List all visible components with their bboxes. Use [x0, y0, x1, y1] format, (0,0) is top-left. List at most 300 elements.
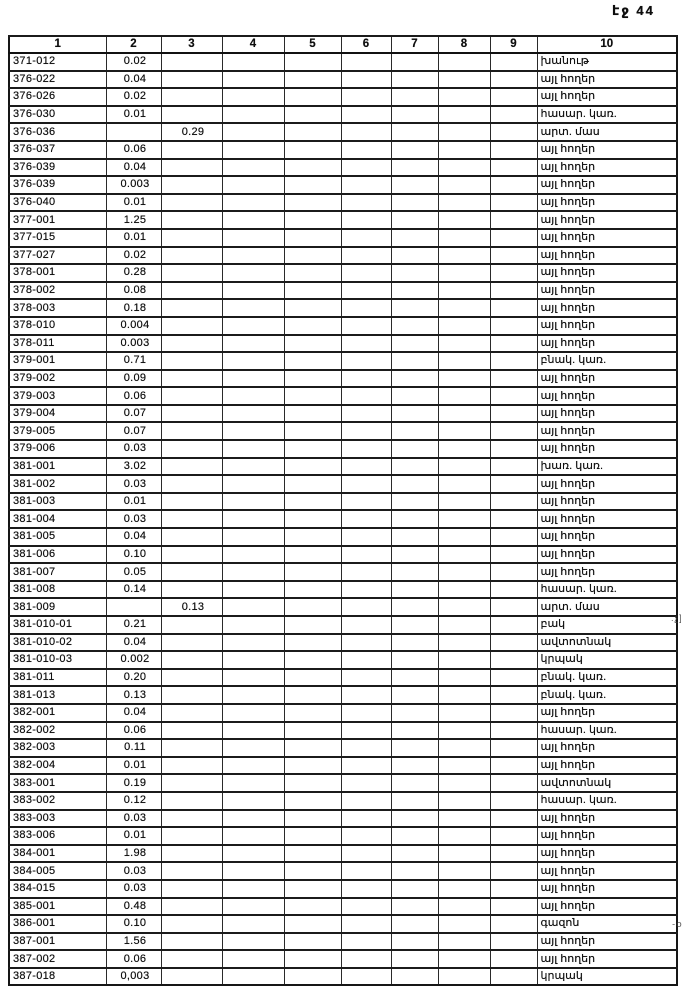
- column-header-4: 4: [222, 36, 284, 53]
- empty-cell: [391, 141, 438, 159]
- empty-cell: [391, 229, 438, 247]
- parcel-code-cell: 381-011: [9, 669, 106, 687]
- empty-cell: [438, 264, 490, 282]
- land-use-label-cell: այլ հողեր: [537, 88, 677, 106]
- parcel-code-cell: 384-005: [9, 862, 106, 880]
- table-row: [9, 898, 677, 916]
- col3-value-cell: [161, 352, 222, 370]
- empty-cell: [284, 651, 341, 669]
- empty-cell: [341, 933, 391, 951]
- land-use-label-cell: այլ հողեր: [537, 317, 677, 335]
- empty-cell: [284, 211, 341, 229]
- parcel-code-cell: 381-013: [9, 686, 106, 704]
- empty-cell: [438, 141, 490, 159]
- empty-cell: [222, 458, 284, 476]
- empty-cell: [284, 440, 341, 458]
- area-value-cell: 0.01: [106, 194, 161, 212]
- scan-artifact: ֊օ: [672, 919, 683, 929]
- empty-cell: [222, 159, 284, 177]
- land-use-label-cell: կրպակ: [537, 651, 677, 669]
- empty-cell: [222, 774, 284, 792]
- parcel-code-cell: 377-001: [9, 211, 106, 229]
- empty-cell: [341, 176, 391, 194]
- empty-cell: [438, 422, 490, 440]
- empty-cell: [438, 440, 490, 458]
- table-row: [9, 141, 677, 159]
- empty-cell: [391, 915, 438, 933]
- empty-cell: [222, 898, 284, 916]
- col3-value-cell: [161, 968, 222, 986]
- empty-cell: [222, 352, 284, 370]
- area-value-cell: 0.10: [106, 546, 161, 564]
- col3-value-cell: [161, 616, 222, 634]
- parcel-code-cell: 379-006: [9, 440, 106, 458]
- col3-value-cell: [161, 634, 222, 652]
- column-header-5: 5: [284, 36, 341, 53]
- area-value-cell: 0.04: [106, 528, 161, 546]
- land-use-label-cell: այլ հողեր: [537, 71, 677, 89]
- empty-cell: [490, 845, 537, 863]
- land-use-label-cell: այլ հողեր: [537, 739, 677, 757]
- empty-cell: [391, 106, 438, 124]
- empty-cell: [490, 159, 537, 177]
- table-row: [9, 53, 677, 71]
- empty-cell: [391, 88, 438, 106]
- empty-cell: [391, 370, 438, 388]
- empty-cell: [438, 159, 490, 177]
- parcel-code-cell: 385-001: [9, 898, 106, 916]
- parcel-code-cell: 387-018: [9, 968, 106, 986]
- column-header-3: 3: [161, 36, 222, 53]
- land-use-label-cell: ավտոտնակ: [537, 774, 677, 792]
- empty-cell: [490, 53, 537, 71]
- empty-cell: [222, 792, 284, 810]
- empty-cell: [284, 598, 341, 616]
- land-use-label-cell: այլ հողեր: [537, 335, 677, 353]
- empty-cell: [341, 141, 391, 159]
- column-header-1: 1: [9, 36, 106, 53]
- empty-cell: [222, 757, 284, 775]
- empty-cell: [341, 528, 391, 546]
- empty-cell: [490, 862, 537, 880]
- empty-cell: [222, 810, 284, 828]
- empty-cell: [284, 528, 341, 546]
- parcel-code-cell: 381-010-02: [9, 634, 106, 652]
- empty-cell: [490, 669, 537, 687]
- area-value-cell: 0.18: [106, 299, 161, 317]
- empty-cell: [341, 106, 391, 124]
- empty-cell: [284, 669, 341, 687]
- empty-cell: [341, 950, 391, 968]
- area-value-cell: 0.05: [106, 563, 161, 581]
- area-value-cell: 0.03: [106, 810, 161, 828]
- area-value-cell: 0.21: [106, 616, 161, 634]
- col3-value-cell: [161, 405, 222, 423]
- empty-cell: [490, 475, 537, 493]
- empty-cell: [284, 264, 341, 282]
- empty-cell: [438, 352, 490, 370]
- land-use-label-cell: այլ հողեր: [537, 546, 677, 564]
- table-row: [9, 247, 677, 265]
- table-row: [9, 194, 677, 212]
- col3-value-cell: [161, 739, 222, 757]
- col3-value-cell: [161, 317, 222, 335]
- empty-cell: [284, 159, 341, 177]
- empty-cell: [438, 792, 490, 810]
- land-use-label-cell: արտ. մաս: [537, 123, 677, 141]
- land-use-label-cell: այլ հողեր: [537, 563, 677, 581]
- empty-cell: [284, 810, 341, 828]
- table-row: [9, 264, 677, 282]
- area-value-cell: 0.01: [106, 757, 161, 775]
- parcel-code-cell: 378-011: [9, 335, 106, 353]
- empty-cell: [490, 106, 537, 124]
- empty-cell: [341, 722, 391, 740]
- column-header-10: 10: [537, 36, 677, 53]
- empty-cell: [490, 123, 537, 141]
- table-row: [9, 862, 677, 880]
- empty-cell: [438, 282, 490, 300]
- empty-cell: [391, 898, 438, 916]
- empty-cell: [490, 141, 537, 159]
- empty-cell: [284, 880, 341, 898]
- empty-cell: [391, 299, 438, 317]
- empty-cell: [284, 950, 341, 968]
- area-value-cell: 0.09: [106, 370, 161, 388]
- empty-cell: [284, 53, 341, 71]
- empty-cell: [222, 282, 284, 300]
- parcel-code-cell: 383-002: [9, 792, 106, 810]
- empty-cell: [490, 722, 537, 740]
- land-use-label-cell: այլ հողեր: [537, 950, 677, 968]
- col3-value-cell: [161, 546, 222, 564]
- table-row: [9, 352, 677, 370]
- table-row: [9, 581, 677, 599]
- empty-cell: [438, 53, 490, 71]
- empty-cell: [222, 141, 284, 159]
- area-value-cell: 0.11: [106, 739, 161, 757]
- empty-cell: [391, 317, 438, 335]
- col3-value-cell: [161, 475, 222, 493]
- empty-cell: [222, 704, 284, 722]
- area-value-cell: 0.71: [106, 352, 161, 370]
- land-use-label-cell: այլ հողեր: [537, 176, 677, 194]
- empty-cell: [222, 53, 284, 71]
- empty-cell: [391, 774, 438, 792]
- table-header-row: [9, 36, 677, 53]
- empty-cell: [341, 880, 391, 898]
- empty-cell: [391, 686, 438, 704]
- parcel-code-cell: 381-007: [9, 563, 106, 581]
- area-value-cell: 0.28: [106, 264, 161, 282]
- empty-cell: [341, 335, 391, 353]
- col3-value-cell: [161, 757, 222, 775]
- empty-cell: [341, 282, 391, 300]
- empty-cell: [391, 933, 438, 951]
- col3-value-cell: [161, 53, 222, 71]
- land-use-label-cell: այլ հողեր: [537, 898, 677, 916]
- empty-cell: [391, 493, 438, 511]
- table-row: [9, 123, 677, 141]
- empty-cell: [438, 335, 490, 353]
- empty-cell: [284, 845, 341, 863]
- empty-cell: [391, 950, 438, 968]
- empty-cell: [438, 71, 490, 89]
- land-use-label-cell: այլ հողեր: [537, 810, 677, 828]
- land-use-label-cell: ավտոտնակ: [537, 634, 677, 652]
- empty-cell: [222, 880, 284, 898]
- empty-cell: [341, 211, 391, 229]
- land-use-label-cell: այլ հողեր: [537, 247, 677, 265]
- empty-cell: [284, 88, 341, 106]
- column-header-6: 6: [341, 36, 391, 53]
- column-header-2: 2: [106, 36, 161, 53]
- empty-cell: [490, 282, 537, 300]
- empty-cell: [222, 123, 284, 141]
- land-use-label-cell: այլ հողեր: [537, 440, 677, 458]
- empty-cell: [222, 546, 284, 564]
- parcel-code-cell: 378-001: [9, 264, 106, 282]
- area-value-cell: 1.25: [106, 211, 161, 229]
- col3-value-cell: [161, 422, 222, 440]
- empty-cell: [391, 563, 438, 581]
- col3-value-cell: [161, 528, 222, 546]
- page-number-label: էջ 44: [612, 3, 655, 18]
- empty-cell: [222, 581, 284, 599]
- land-use-label-cell: արտ. մաս: [537, 598, 677, 616]
- empty-cell: [490, 774, 537, 792]
- empty-cell: [341, 598, 391, 616]
- empty-cell: [341, 774, 391, 792]
- parcel-code-cell: 381-008: [9, 581, 106, 599]
- empty-cell: [391, 792, 438, 810]
- col3-value-cell: [161, 71, 222, 89]
- empty-cell: [438, 810, 490, 828]
- parcel-code-cell: 376-036: [9, 123, 106, 141]
- empty-cell: [438, 704, 490, 722]
- empty-cell: [438, 229, 490, 247]
- empty-cell: [222, 475, 284, 493]
- parcel-code-cell: 383-003: [9, 810, 106, 828]
- empty-cell: [222, 387, 284, 405]
- area-value-cell: 0.04: [106, 159, 161, 177]
- empty-cell: [341, 792, 391, 810]
- parcel-code-cell: 383-001: [9, 774, 106, 792]
- col3-value-cell: [161, 792, 222, 810]
- empty-cell: [284, 317, 341, 335]
- empty-cell: [490, 546, 537, 564]
- empty-cell: [222, 299, 284, 317]
- table-row: [9, 106, 677, 124]
- table-row: [9, 704, 677, 722]
- empty-cell: [438, 194, 490, 212]
- empty-cell: [391, 810, 438, 828]
- empty-cell: [341, 159, 391, 177]
- table-row: [9, 845, 677, 863]
- land-use-label-cell: բնակ. կառ.: [537, 352, 677, 370]
- area-value-cell: [106, 123, 161, 141]
- parcel-code-cell: 379-003: [9, 387, 106, 405]
- empty-cell: [490, 440, 537, 458]
- land-use-label-cell: այլ հողեր: [537, 370, 677, 388]
- area-value-cell: 0.14: [106, 581, 161, 599]
- empty-cell: [341, 53, 391, 71]
- empty-cell: [341, 458, 391, 476]
- parcel-code-cell: 378-002: [9, 282, 106, 300]
- empty-cell: [284, 282, 341, 300]
- area-value-cell: 0.06: [106, 141, 161, 159]
- empty-cell: [341, 370, 391, 388]
- empty-cell: [391, 211, 438, 229]
- parcel-code-cell: 376-026: [9, 88, 106, 106]
- empty-cell: [391, 598, 438, 616]
- empty-cell: [391, 704, 438, 722]
- parcel-code-cell: 384-015: [9, 880, 106, 898]
- col3-value-cell: [161, 669, 222, 687]
- col3-value-cell: 0.29: [161, 123, 222, 141]
- empty-cell: [490, 493, 537, 511]
- empty-cell: [438, 774, 490, 792]
- table-row: [9, 950, 677, 968]
- empty-cell: [391, 159, 438, 177]
- empty-cell: [391, 387, 438, 405]
- area-value-cell: 0.03: [106, 510, 161, 528]
- empty-cell: [391, 352, 438, 370]
- empty-cell: [490, 211, 537, 229]
- empty-cell: [490, 810, 537, 828]
- empty-cell: [341, 669, 391, 687]
- col3-value-cell: [161, 247, 222, 265]
- empty-cell: [341, 686, 391, 704]
- empty-cell: [438, 950, 490, 968]
- col3-value-cell: [161, 810, 222, 828]
- empty-cell: [391, 669, 438, 687]
- land-use-label-cell: հասար. կառ.: [537, 581, 677, 599]
- empty-cell: [341, 651, 391, 669]
- land-use-label-cell: հասար. կառ.: [537, 792, 677, 810]
- empty-cell: [341, 493, 391, 511]
- scan-artifact: .չ]: [671, 613, 683, 623]
- empty-cell: [284, 933, 341, 951]
- area-value-cell: 0.03: [106, 475, 161, 493]
- empty-cell: [438, 493, 490, 511]
- table-row: [9, 458, 677, 476]
- empty-cell: [341, 581, 391, 599]
- table-row: [9, 651, 677, 669]
- empty-cell: [490, 792, 537, 810]
- empty-cell: [284, 71, 341, 89]
- empty-cell: [391, 282, 438, 300]
- empty-cell: [438, 616, 490, 634]
- empty-cell: [438, 106, 490, 124]
- empty-cell: [341, 704, 391, 722]
- empty-cell: [438, 475, 490, 493]
- empty-cell: [438, 405, 490, 423]
- empty-cell: [222, 247, 284, 265]
- col3-value-cell: [161, 211, 222, 229]
- empty-cell: [391, 827, 438, 845]
- empty-cell: [391, 634, 438, 652]
- empty-cell: [284, 827, 341, 845]
- empty-cell: [438, 88, 490, 106]
- parcel-code-cell: 378-010: [9, 317, 106, 335]
- col3-value-cell: [161, 898, 222, 916]
- column-header-8: 8: [438, 36, 490, 53]
- empty-cell: [490, 933, 537, 951]
- land-use-label-cell: հասար. կառ.: [537, 106, 677, 124]
- empty-cell: [284, 422, 341, 440]
- empty-cell: [490, 247, 537, 265]
- area-value-cell: 0.003: [106, 176, 161, 194]
- empty-cell: [222, 669, 284, 687]
- empty-cell: [341, 757, 391, 775]
- table-row: [9, 546, 677, 564]
- empty-cell: [438, 757, 490, 775]
- empty-cell: [490, 563, 537, 581]
- land-use-label-cell: կրպակ: [537, 968, 677, 986]
- land-use-label-cell: բակ: [537, 616, 677, 634]
- empty-cell: [438, 598, 490, 616]
- empty-cell: [222, 950, 284, 968]
- land-use-label-cell: այլ հողեր: [537, 880, 677, 898]
- empty-cell: [490, 264, 537, 282]
- parcel-code-cell: 381-004: [9, 510, 106, 528]
- table-row: [9, 71, 677, 89]
- parcel-code-cell: 386-001: [9, 915, 106, 933]
- empty-cell: [222, 651, 284, 669]
- parcel-code-cell: 376-030: [9, 106, 106, 124]
- empty-cell: [490, 528, 537, 546]
- empty-cell: [438, 546, 490, 564]
- area-value-cell: [106, 598, 161, 616]
- area-value-cell: 0.02: [106, 88, 161, 106]
- table-row: [9, 686, 677, 704]
- land-parcel-table: [8, 35, 678, 986]
- area-value-cell: 0.06: [106, 950, 161, 968]
- table-row: [9, 880, 677, 898]
- empty-cell: [490, 898, 537, 916]
- empty-cell: [222, 827, 284, 845]
- table-row: [9, 440, 677, 458]
- empty-cell: [391, 581, 438, 599]
- empty-cell: [438, 370, 490, 388]
- empty-cell: [438, 722, 490, 740]
- area-value-cell: 0.04: [106, 634, 161, 652]
- empty-cell: [438, 898, 490, 916]
- empty-cell: [391, 264, 438, 282]
- area-value-cell: 0.06: [106, 722, 161, 740]
- table-row: [9, 915, 677, 933]
- empty-cell: [222, 317, 284, 335]
- empty-cell: [222, 634, 284, 652]
- table-row: [9, 211, 677, 229]
- land-use-label-cell: այլ հողեր: [537, 299, 677, 317]
- col3-value-cell: [161, 704, 222, 722]
- parcel-code-cell: 379-005: [9, 422, 106, 440]
- empty-cell: [490, 317, 537, 335]
- land-use-label-cell: խանութ: [537, 53, 677, 71]
- col3-value-cell: [161, 176, 222, 194]
- empty-cell: [490, 352, 537, 370]
- empty-cell: [341, 616, 391, 634]
- table-row: [9, 510, 677, 528]
- table-row: [9, 282, 677, 300]
- table-row: [9, 493, 677, 511]
- parcel-code-cell: 381-010-03: [9, 651, 106, 669]
- col3-value-cell: [161, 194, 222, 212]
- empty-cell: [438, 634, 490, 652]
- land-use-label-cell: բնակ. կառ.: [537, 669, 677, 687]
